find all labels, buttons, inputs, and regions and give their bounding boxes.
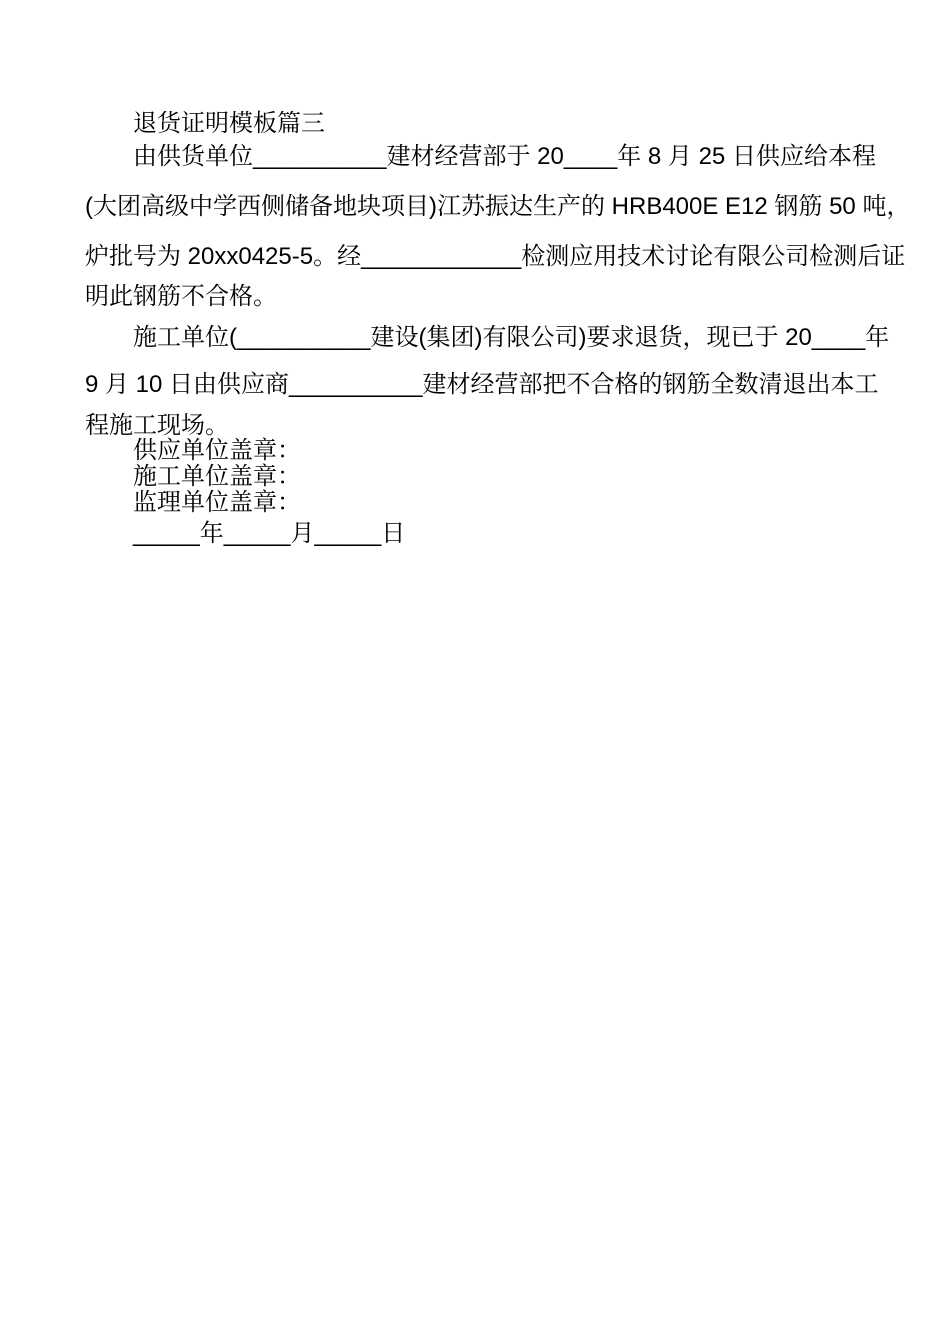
- paragraph2-line-1: 施工单位(__________建设(集团)有限公司)要求退货，现已于 20____年: [133, 324, 890, 351]
- date-blank-line: _____年_____月_____日: [133, 520, 406, 547]
- paragraph1-line-3: 炉批号为 20xx0425-5。经____________检测应用技术讨论有限公司检测后证: [85, 243, 906, 270]
- paragraph2-line-3: 程施工现场。: [85, 412, 229, 439]
- supplier-stamp-line: 供应单位盖章：: [133, 437, 301, 464]
- paragraph1-line-4: 明此钢筋不合格。: [85, 283, 277, 310]
- paragraph2-line-2: 9 月 10 日由供应商__________建材经营部把不合格的钢筋全数清退出本工: [85, 371, 879, 398]
- doc-title: 退货证明模板篇三: [133, 110, 325, 137]
- constructor-stamp-line: 施工单位盖章：: [133, 463, 301, 490]
- paragraph1-line-2: (大团高级中学西侧储备地块项目)江苏振达生产的 HRB400E E12 钢筋 50 吨，: [85, 193, 911, 220]
- paragraph1-line-1: 由供货单位__________建材经营部于 20____年 8 月 25 日供应给本程: [133, 143, 876, 170]
- supervisor-stamp-line: 监理单位盖章：: [133, 489, 301, 516]
